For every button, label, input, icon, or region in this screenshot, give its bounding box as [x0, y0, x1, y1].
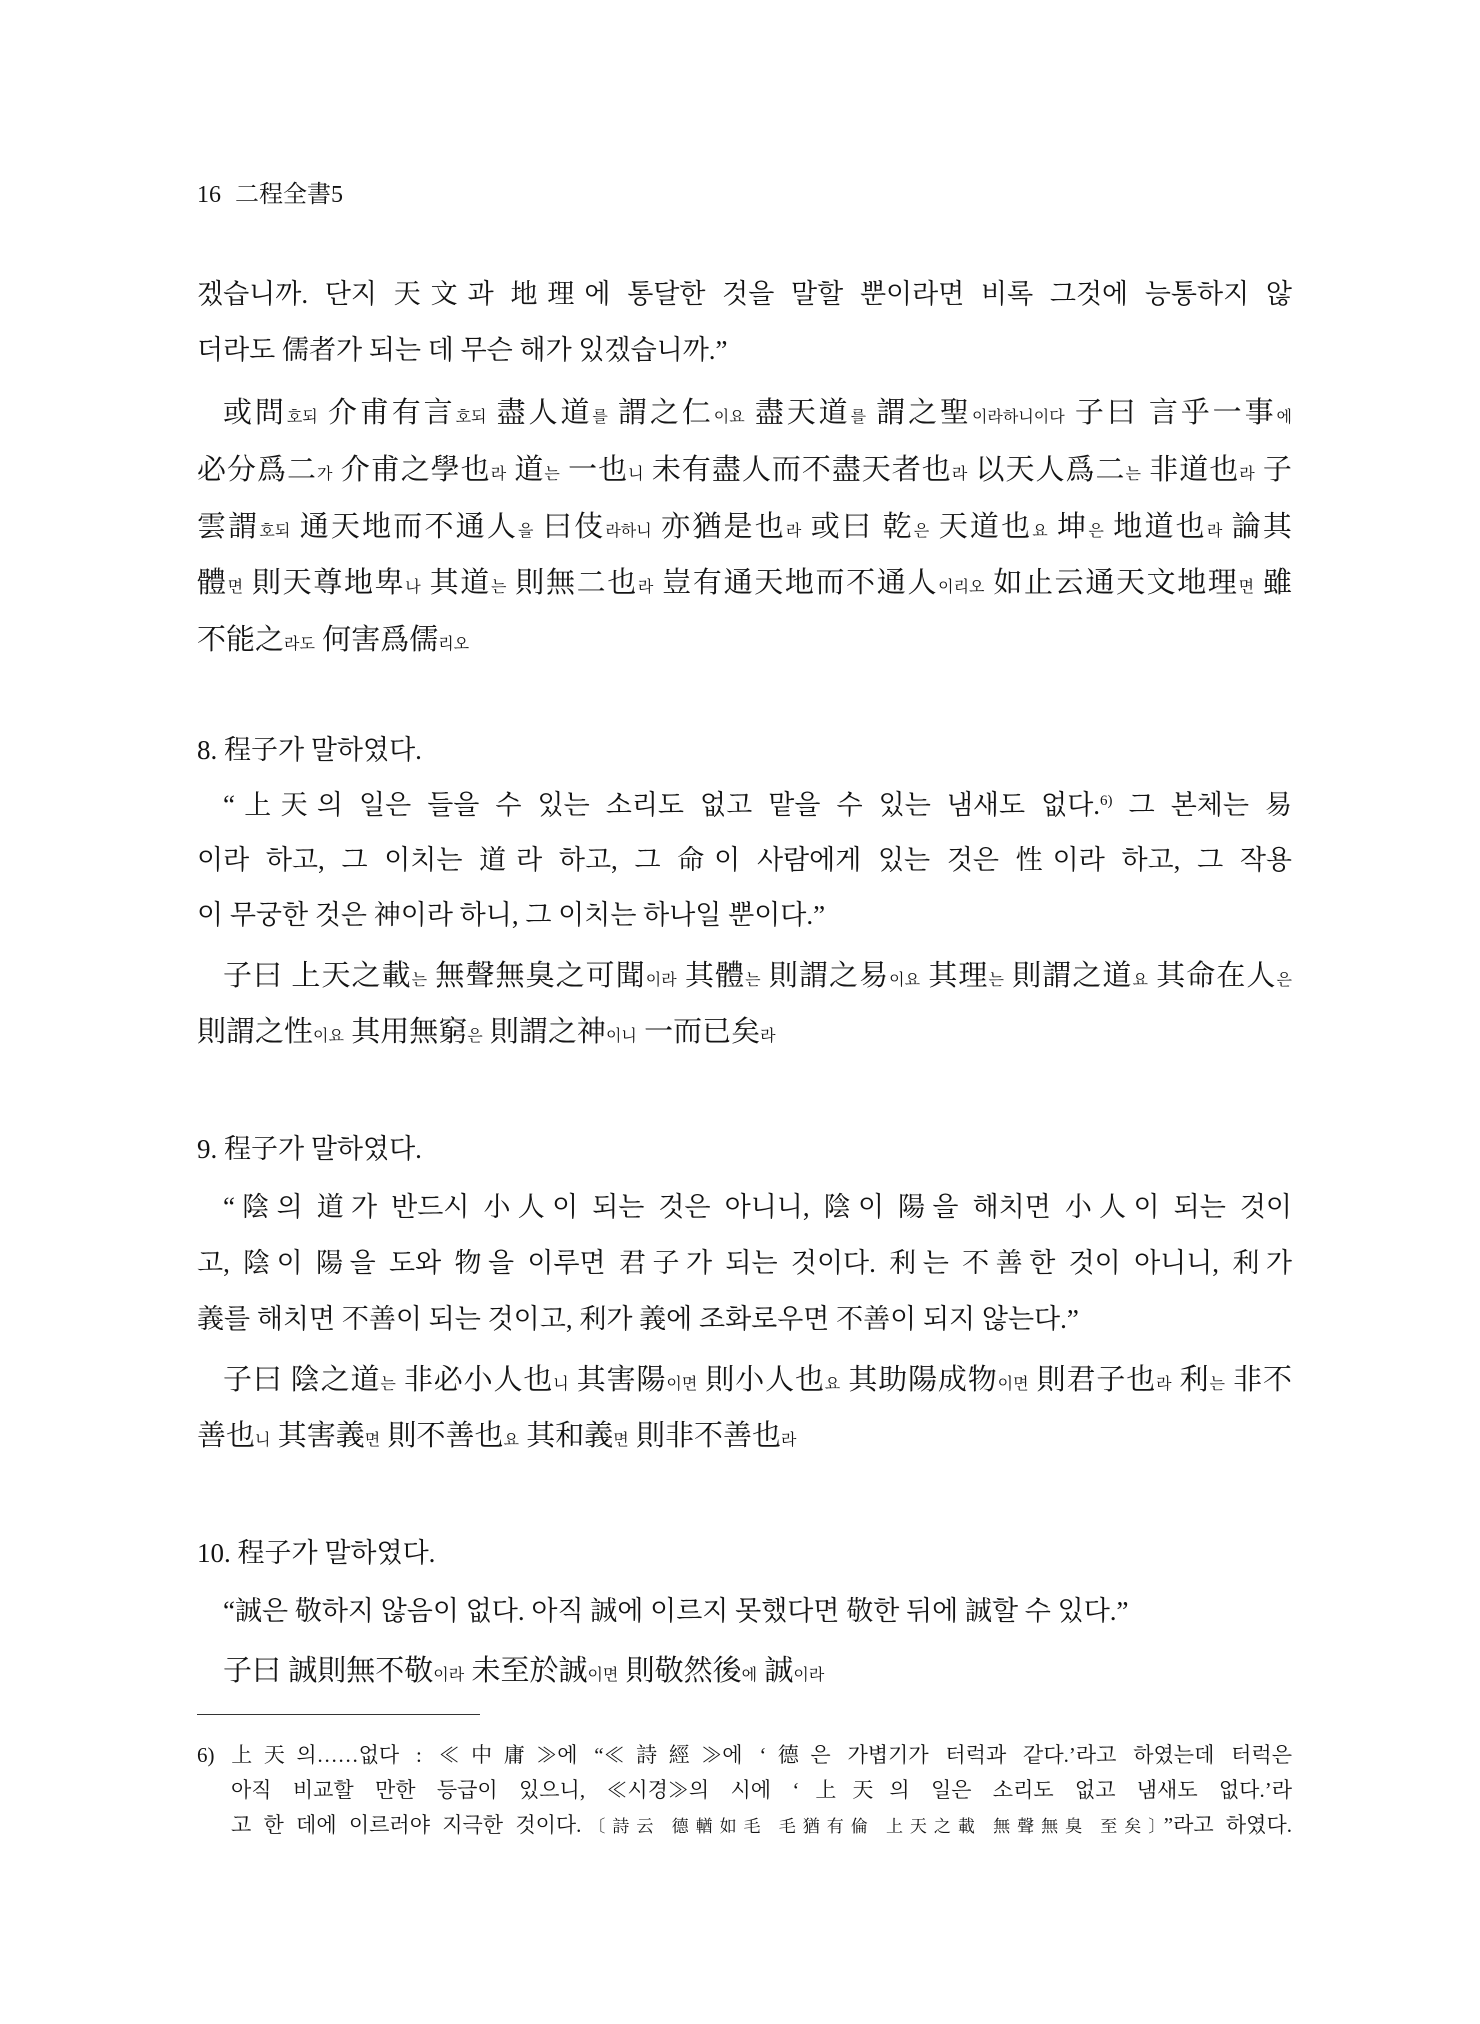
main-text: 其害義 [270, 1420, 365, 1452]
main-text: 如止云通天文地理 [984, 567, 1239, 600]
translation-line: 겠습니까. 단지 天文과 地理에 통달한 것을 말할 뿐이라면 비록 그것에 능통하지 않 [197, 279, 1292, 309]
small-gloss-text: 은 [467, 1028, 483, 1045]
small-gloss-text: 라 [1239, 465, 1255, 483]
small-gloss-text: 라하니 [605, 522, 652, 540]
main-text: 非必小人也 [395, 1364, 554, 1396]
main-text: 其用無窮 [343, 1016, 468, 1048]
main-text: 其害陽 [568, 1364, 667, 1396]
small-gloss-text: 나 [405, 579, 421, 597]
footnote-line: 6) 上天의……없다 : ≪中庸≫에 “≪詩經≫에 ‘德은 가볍기가 터럭과 같다.’라고 하였는데 터럭은 [197, 1742, 1292, 1767]
small-gloss-text: 은 [1088, 522, 1104, 540]
main-text: 介甫之學也 [332, 453, 491, 486]
original-text-paragraph [197, 948, 1292, 1060]
main-text: 曰伎 [533, 510, 606, 543]
translation-line: “陰의 道가 반드시 小人이 되는 것은 아니니, 陰이 陽을 해치면 小人이 되는 것이 [223, 1192, 1292, 1222]
small-gloss-text: 면 [227, 579, 244, 597]
main-text: 則無二也 [506, 567, 638, 600]
footnote-ref: 6) [1100, 792, 1113, 809]
original-text-line [197, 1408, 1292, 1464]
section-heading: 8. 程子가 말하였다. [197, 734, 422, 765]
small-gloss-text: 을 [518, 522, 534, 540]
main-text: 其命在人 [1147, 960, 1277, 992]
main-text: 亦猶是也 [651, 510, 786, 543]
small-gloss-text: 이리오 [938, 579, 985, 597]
small-gloss-text: 라 [1206, 522, 1223, 540]
main-text: 其體 [676, 960, 746, 992]
small-gloss-text: 는 [745, 972, 761, 989]
small-gloss-text: 라 [785, 522, 802, 540]
main-text: 其助陽成物 [840, 1364, 998, 1396]
translation-line: “誠은 敬하지 않음이 없다. 아직 誠에 이르지 못했다면 敬한 뒤에 誠할 수 있다.” [223, 1596, 1129, 1626]
main-text: 體 [197, 567, 228, 600]
book-title: 二程全書5 [235, 182, 343, 208]
small-gloss-text: 는 [380, 1376, 396, 1393]
main-text: 則非不善也 [628, 1420, 781, 1452]
main-text: 未有盡人而不盡天者也 [643, 453, 952, 486]
original-text-line [197, 948, 1292, 1004]
original-text-line [197, 555, 1292, 612]
main-text: 何害爲儒 [314, 624, 439, 656]
small-gloss-text: 호되 [259, 522, 291, 540]
small-gloss-text: 〔詩云 德輶如毛 毛猶有倫 上天之載 無聲無臭 至矣〕 [581, 1816, 1164, 1836]
main-text: 則敬然後 [618, 1655, 742, 1687]
main-text: 坤 [1047, 510, 1089, 543]
footnote-line: 아직 비교할 만한 등급이 있으니, ≪시경≫의 시에 ‘上天의 일은 소리도 없고 냄새도 없다.’라 [231, 1777, 1292, 1802]
main-text: 則不善也 [380, 1420, 504, 1452]
original-text-line [197, 442, 1292, 499]
main-text: 則謂之神 [482, 1016, 606, 1048]
main-text: 或曰 乾 [801, 510, 914, 543]
main-text: 道 [506, 453, 545, 486]
section-heading: 10. 程子가 말하였다. [197, 1538, 436, 1568]
translation-paragraph [197, 267, 1292, 378]
main-text: 盡天道 [744, 397, 851, 429]
small-gloss-text: 면 [613, 1432, 629, 1449]
main-text: 一也 [559, 453, 629, 486]
small-gloss-text: 이라 [433, 1667, 465, 1684]
small-gloss-text: 를 [850, 409, 867, 426]
small-gloss-text: 은 [913, 522, 930, 540]
main-text: 그 본체는 易 [1112, 789, 1292, 820]
main-text: 非道也 [1140, 453, 1240, 486]
small-gloss-text: 는 [544, 465, 560, 483]
original-text-line [197, 1643, 1292, 1699]
small-gloss-text: 이라 [645, 972, 677, 989]
main-text: 非不 [1224, 1364, 1292, 1396]
small-gloss-text: 이요 [889, 972, 921, 989]
small-gloss-text: 은 [1276, 972, 1292, 989]
small-gloss-text: 는 [988, 972, 1004, 989]
small-gloss-text: 이라하니이다 [971, 409, 1065, 426]
main-text: 則天尊地卑 [243, 567, 406, 600]
small-gloss-text: 니 [255, 1432, 271, 1449]
small-gloss-text: 라도 [284, 636, 315, 653]
main-text: 則君子也 [1028, 1364, 1157, 1396]
original-text-line [197, 1352, 1292, 1408]
small-gloss-text: 는 [490, 579, 507, 597]
main-text: 雖 [1254, 567, 1292, 600]
small-gloss-text: 는 [1209, 1376, 1225, 1393]
original-text-paragraph [197, 1352, 1292, 1464]
translation-line: 義를 해치면 不善이 되는 것이고, 利가 義에 조화로우면 不善이 되지 않는다.” [197, 1304, 1079, 1334]
small-gloss-text: 면 [1238, 579, 1255, 597]
footnote-divider [197, 1714, 480, 1715]
main-text: 其道 [420, 567, 491, 600]
main-text: 則謂之道 [1003, 960, 1133, 992]
section-10 [197, 1525, 1292, 1581]
original-text-line [197, 1004, 1292, 1060]
main-text: 其和義 [518, 1420, 614, 1452]
main-text: 地道也 [1103, 510, 1207, 543]
main-text: 子曰 陰之道 [223, 1364, 381, 1396]
small-gloss-text: 이면 [587, 1667, 619, 1684]
page-number: 16 [197, 182, 221, 208]
small-gloss-text: 면 [364, 1432, 381, 1449]
main-text: 通天地而不通人 [290, 510, 519, 543]
small-gloss-text: 는 [1125, 465, 1141, 483]
main-text: ”라고 하였다. [1163, 1812, 1292, 1837]
translation-line: 이라 하고, 그 이치는 道라 하고, 그 命이 사람에게 있는 것은 性이라 하고, 그 작용 [197, 844, 1292, 875]
translation-line: 더라도 儒者가 되는 데 무슨 해가 있겠습니까.” [197, 334, 728, 365]
section-heading: 9. 程子가 말하였다. [197, 1134, 422, 1164]
small-gloss-text: 라 [637, 579, 654, 597]
main-text: 一而已矣 [636, 1016, 761, 1048]
main-text: 不能之 [197, 624, 285, 656]
small-gloss-text: 라 [760, 1028, 776, 1045]
running-header [197, 178, 343, 212]
small-gloss-text: 요 [1032, 522, 1048, 540]
main-text: 則謂之易 [760, 960, 890, 992]
main-text: 子曰 上天之載 [223, 960, 412, 992]
original-text-line [197, 612, 1292, 669]
main-text: 天道也 [929, 510, 1033, 543]
small-gloss-text: 이요 [313, 1028, 344, 1045]
main-text: 必分爲二 [197, 453, 317, 486]
main-text: 誠 [757, 1655, 794, 1687]
footnote-line [197, 1808, 1292, 1843]
main-text: 善也 [197, 1420, 256, 1452]
small-gloss-text: 리오 [438, 636, 470, 653]
translation-paragraph [197, 1583, 1292, 1639]
small-gloss-text: 니 [628, 465, 644, 483]
small-gloss-text: 이면 [997, 1376, 1029, 1393]
main-text: 以天人爲二 [967, 453, 1126, 486]
main-text: 則小人也 [697, 1364, 825, 1396]
small-gloss-text: 에 [741, 1667, 758, 1684]
main-text: 盡人道 [486, 397, 593, 429]
small-gloss-text: 라 [780, 1432, 797, 1449]
small-gloss-text: 요 [824, 1376, 841, 1393]
small-gloss-text: 에 [1276, 409, 1292, 426]
translation-line: 고, 陰이 陽을 도와 物을 이루면 君子가 되는 것이다. 利는 不善한 것이 아니니, 利가 [197, 1248, 1292, 1278]
main-text: 豈有通天地而不通人 [653, 567, 939, 600]
small-gloss-text: 호되 [455, 409, 487, 426]
translation-paragraph [197, 1179, 1292, 1347]
small-gloss-text: 라 [490, 465, 507, 483]
footnote [197, 1738, 1292, 1843]
main-text: 其理 [920, 960, 989, 992]
small-gloss-text: 는 [411, 972, 428, 989]
main-text: 未至於誠 [464, 1655, 588, 1687]
main-text: 介甫有言 [317, 397, 456, 429]
small-gloss-text: 가 [316, 465, 333, 483]
small-gloss-text: 라 [951, 465, 968, 483]
main-text: 子 [1254, 453, 1292, 486]
small-gloss-text: 이라 [793, 1667, 825, 1684]
main-text: 無聲無臭之可聞 [427, 960, 646, 992]
main-text: 子曰 誠則無不敬 [223, 1655, 434, 1687]
small-gloss-text: 니 [553, 1376, 569, 1393]
section-8 [197, 723, 1292, 778]
main-text: 則謂之性 [197, 1016, 314, 1048]
translation-paragraph [197, 778, 1292, 943]
main-text: 子曰 言乎一事 [1064, 397, 1277, 429]
translation-line: 이 무궁한 것은 神이라 하니, 그 이치는 하나일 뿐이다.” [197, 899, 826, 930]
original-text-line [197, 499, 1292, 556]
small-gloss-text: 요 [503, 1432, 519, 1449]
small-gloss-text: 이면 [666, 1376, 698, 1393]
main-text: 고 한 데에 이르러야 지극한 것이다. [231, 1812, 582, 1837]
main-text: 雲謂 [197, 510, 260, 543]
translation-line [197, 778, 1292, 833]
original-text-paragraph [197, 385, 1292, 669]
original-text-line [197, 385, 1292, 442]
main-text: 或問 [223, 397, 287, 429]
main-text: 謂之仁 [607, 397, 714, 429]
original-text-paragraph [197, 1643, 1292, 1699]
main-text: 論其 [1222, 510, 1292, 543]
main-text: 利 [1171, 1364, 1210, 1396]
main-text: “上天의 일은 들을 수 있는 소리도 없고 맡을 수 있는 냄새도 없다. [223, 789, 1101, 820]
small-gloss-text: 호되 [286, 409, 318, 426]
main-text: 謂之聖 [866, 397, 972, 429]
small-gloss-text: 라 [1156, 1376, 1172, 1393]
small-gloss-text: 이니 [605, 1028, 637, 1045]
section-9 [197, 1121, 1292, 1177]
small-gloss-text: 를 [592, 409, 608, 426]
small-gloss-text: 이요 [713, 409, 745, 426]
small-gloss-text: 요 [1132, 972, 1148, 989]
